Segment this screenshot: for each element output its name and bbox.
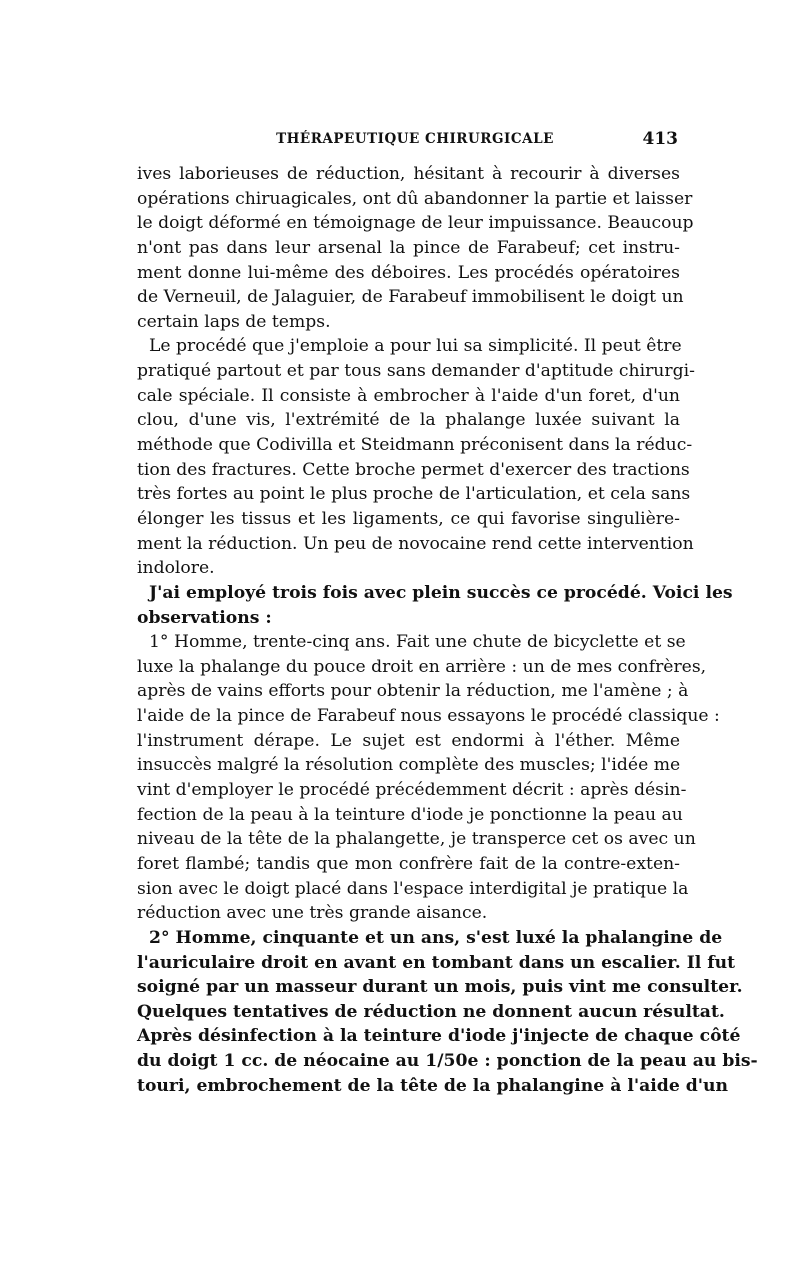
text-line: méthode que Codivilla et Steidmann préconisent dans la réduc- [137, 435, 693, 456]
page-number: 413 [642, 129, 678, 149]
text-line: le doigt déformé en témoignage de leur impuissance. Beaucoup [137, 213, 694, 234]
text-line: pratiqué partout et par tous sans demander d'aptitude chirurgi- [137, 361, 695, 382]
text-line: 1° Homme, trente-cinq ans. Fait une chute de bicyclette et se [149, 632, 686, 653]
text-line: Quelques tentatives de réduction ne donnent aucun résultat. [137, 1001, 725, 1022]
text-line: opérations chiruagicales, ont dû abandonner la partie et laisser [137, 188, 693, 209]
text-line: très fortes au point le plus proche de l'articulation, et cela sans [137, 484, 691, 505]
text-line: l'auriculaire droit en avant en tombant dans un escalier. Il fut [137, 952, 736, 973]
text-line: n'ont pas dans leur arsenal la pince de Farabeuf; cet instru- [137, 237, 680, 258]
text-line: certain laps de temps. [137, 311, 331, 332]
text-line: l'aide de la pince de Farabeuf nous essayons le procédé classique : [137, 706, 720, 727]
text-line: soigné par un masseur durant un mois, puis vint me consulter. [137, 977, 743, 998]
text-line: de Verneuil, de Jalaguier, de Farabeuf immobilisent le doigt un [137, 287, 684, 308]
running-title: THÉRAPEUTIQUE CHIRURGICALE [276, 131, 554, 147]
text-line: vint d'employer le procédé précédemment décrit : après désin- [137, 780, 687, 801]
text-line: J'ai employé trois fois avec plein succès ce procédé. Voici les [149, 582, 733, 603]
text-line: Le procédé que j'emploie a pour lui sa simplicité. Il peut être [149, 336, 682, 357]
text-line: élonger les tissus et les ligaments, ce qui favorise singulière- [137, 508, 680, 529]
text-line: 2° Homme, cinquante et un ans, s'est luxé la phalangine de [149, 927, 723, 948]
text-line: fection de la peau à la teinture d'iode je ponctionne la peau au [137, 804, 683, 825]
text-line: clou, d'une vis, l'extrémité de la phalange luxée suivant la [137, 410, 680, 431]
text-line: ment donne lui-même des déboires. Les procédés opératoires [137, 262, 680, 283]
text-line: insuccès malgré la résolution complète des muscles; l'idée me [137, 755, 681, 776]
text-line: touri, embrochement de la tête de la phalangine à l'aide d'un [137, 1075, 729, 1096]
text-line: indolore. [137, 558, 215, 579]
text-line: observations : [137, 607, 272, 628]
text-line: foret flambé; tandis que mon confrère fait de la contre-exten- [137, 853, 680, 874]
text-line: ment la réduction. Un peu de novocaine rend cette intervention [137, 533, 694, 554]
running-head [137, 131, 680, 159]
text-line: luxe la phalange du pouce droit en arrière : un de mes confrères, [137, 656, 707, 677]
text-line: tion des fractures. Cette broche permet d'exercer des tractions [137, 459, 690, 480]
text-line: cale spéciale. Il consiste à embrocher à l'aide d'un foret, d'un [137, 385, 680, 406]
text-line: niveau de la tête de la phalangette, je transperce cet os avec un [137, 829, 696, 850]
text-line: Après désinfection à la teinture d'iode j'injecte de chaque côté [137, 1026, 741, 1047]
text-line: sion avec le doigt placé dans l'espace interdigital je pratique la [137, 878, 689, 899]
body-text [137, 162, 758, 1098]
text-line: du doigt 1 cc. de néocaine au 1/50e : ponction de la peau au bis- [137, 1051, 758, 1072]
text-line: réduction avec une très grande aisance. [137, 903, 488, 924]
text-line: ives laborieuses de réduction, hésitant à recourir à diverses [137, 164, 680, 184]
text-line: l'instrument dérape. Le sujet est endormi à l'éther. Même [137, 730, 680, 751]
text-line: après de vains efforts pour obtenir la réduction, me l'amène ; à [137, 681, 689, 702]
